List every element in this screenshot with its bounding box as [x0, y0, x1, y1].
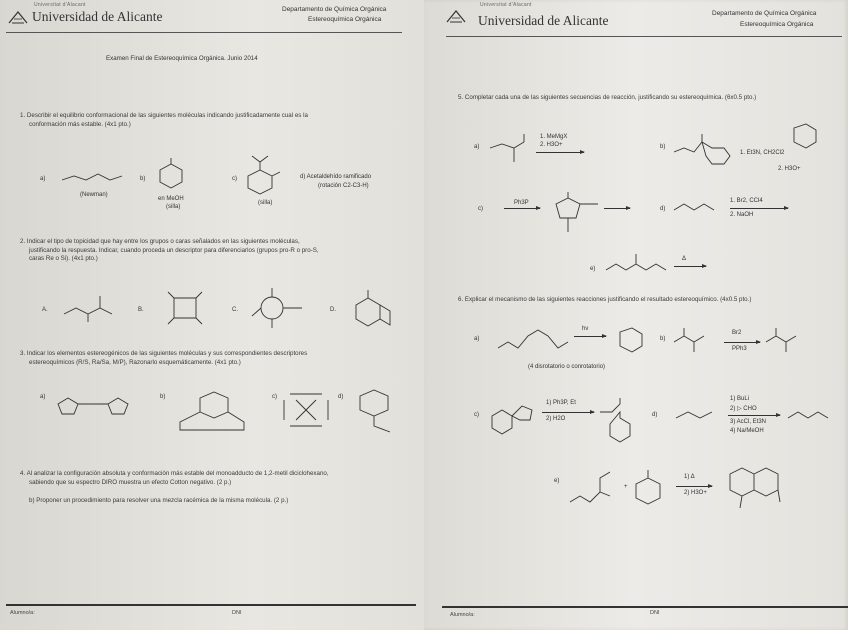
- course-name: Estereoquímica Orgánica: [308, 16, 382, 23]
- q5-arrow-d: [730, 208, 788, 209]
- q5-reagent-d2: 2. NaOH: [730, 212, 754, 218]
- left-footer-name-label: Alumno/a:: [10, 610, 35, 616]
- exam-title: Examen Final de Estereoquímica Orgánica. Junio 2014: [106, 55, 258, 62]
- q5-substrate-a: [486, 132, 536, 170]
- q6-substrate-c: [486, 396, 538, 438]
- question-2: [20, 238, 408, 264]
- q5-substrate-d: [672, 198, 722, 218]
- q6-product-a: [612, 326, 652, 356]
- q6-product-b: [764, 326, 804, 356]
- q6-label-e: e): [554, 478, 560, 484]
- q6-arrow-e: [676, 486, 712, 487]
- q5-substrate-b: [672, 130, 732, 170]
- question-6: [458, 296, 848, 305]
- q5-label-d: d): [660, 206, 666, 212]
- question-5: [458, 94, 848, 103]
- department-name: Departamento de Química Orgánica: [282, 6, 387, 13]
- q6-reagent-d3: 3) AcCl, Et3N: [730, 419, 767, 425]
- q5-label-b: b): [660, 144, 666, 150]
- question-3-text-line1: Indicar los elementos estereogénicos de las siguientes moléculas y sus correspondientes descriptores: [26, 350, 308, 357]
- q5-label-e: e): [590, 266, 596, 272]
- q5-reagent-a2: 2. H3O+: [540, 142, 563, 148]
- university-small-text: Universitat d'Alacant: [34, 2, 86, 8]
- question-1: [20, 112, 400, 129]
- q5-substrate-e: [604, 250, 674, 280]
- q6-reagent-c1: 1) Ph3P, Et: [546, 400, 576, 406]
- q6-label-b: b): [660, 336, 666, 342]
- q2-molecule-d: [344, 286, 394, 334]
- q2-molecule-b: [158, 288, 214, 328]
- question-2-number: 2.: [20, 238, 26, 245]
- university-logo-icon: [446, 8, 466, 24]
- q2-molecule-c: [246, 284, 320, 332]
- q5-arrow-e: [674, 266, 706, 267]
- q6-reagent-d1: 1) BuLi: [730, 396, 750, 402]
- q5-reagent-d1: 1. Br2, CCl4: [730, 198, 763, 204]
- q2-label-a: A.: [42, 307, 48, 313]
- q6-product-d: [784, 404, 834, 426]
- q6-substrate-a: [494, 326, 574, 356]
- q5-arrow-a: [536, 152, 584, 153]
- q6-arrow-a: [574, 336, 606, 337]
- question-3-text-line2: estereoquímicos (R/S, Ra/Sa, M/P), Razonarlo esquemáticamente. (4x1 pto.): [29, 358, 241, 366]
- q1-caption-c: (silla): [258, 200, 273, 206]
- q6-reagent-e1: 1) Δ: [684, 474, 695, 480]
- question-4-text-line3: b) Proponer un procedimiento para resolver una mezcla racémica de la misma molécula. (2 p.): [29, 496, 289, 504]
- q1-molecule-c: [244, 152, 284, 196]
- q6-reagent-e-cyclohexenone: [632, 466, 668, 510]
- header-rule: [6, 32, 402, 33]
- q6-substrate-d: [668, 404, 724, 426]
- q2-label-c: C.: [232, 307, 238, 313]
- q1-label-a: a): [40, 176, 46, 182]
- q2-label-b: B.: [138, 307, 144, 313]
- question-4: [20, 470, 410, 505]
- left-footer-rule: [6, 604, 416, 606]
- q5-substrate-c: [542, 190, 606, 236]
- q5-reagent-a1: 1. MeMgX: [540, 134, 568, 140]
- question-3-number: 3.: [20, 350, 26, 357]
- department-name: Departamento de Química Orgánica: [712, 10, 817, 17]
- q5-reagent-e1: Δ: [682, 256, 687, 262]
- q6-arrow-d: [728, 415, 780, 416]
- q1-label-b: b): [140, 176, 146, 182]
- question-6-text: Explicar el mecanismo de las siguientes reacciones justificando el resultado estereoquímico. (4x0.5 pto.): [464, 296, 752, 303]
- right-exam-page: [424, 0, 848, 630]
- university-name: Universidad de Alicante: [478, 13, 609, 28]
- q6-note-a: (4 disrotatorio o conrotatorio): [528, 364, 606, 370]
- left-header: [0, 0, 424, 34]
- q3-label-a: a): [40, 394, 46, 400]
- question-1-text-line1: Describir el equilibrio conformacional de las siguientes moléculas indicando justificadamente cual es la: [26, 112, 308, 119]
- q6-label-a: a): [474, 336, 480, 342]
- question-5-text: Completar cada una de las siguientes secuencias de reacción, justificando su estereoquímica. (6x0.5 pto.): [464, 94, 757, 101]
- question-2-text-line2: justificando la respuesta. Indicar, cuando proceda un descriptor para diferenciarlos (grupos pro-R o pro-S,: [29, 246, 319, 254]
- q1-label-d: d) Acetaldehído ramificado: [300, 174, 372, 180]
- university-logo-icon: [8, 9, 28, 25]
- q5-reagent-c1: Ph3P: [514, 200, 529, 206]
- question-2-text-line1: Indicar el tipo de topicidad que hay entre los grupos o caras señalados en las siguientes moléculas,: [26, 238, 300, 245]
- question-2-text-line3: caras Re o Si). (4x1 pto.): [29, 255, 98, 262]
- q6-reagent-b1: Br2: [732, 330, 742, 336]
- course-name: Estereoquímica Orgánica: [740, 21, 814, 28]
- q1-label-c: c): [232, 176, 237, 182]
- q2-molecule-a: [62, 290, 122, 324]
- q6-arrow-b: [724, 342, 760, 343]
- q5-label-a: a): [474, 144, 480, 150]
- q1-caption-d: (rotación C2-C3-H): [318, 183, 369, 189]
- question-4-text-line1: Al analizar la configuración absoluta y conformación más estable del monoadducto de 1,2-metil diciclohexano,: [26, 470, 329, 477]
- q6-product-c: [598, 396, 648, 438]
- q6-reagent-d2: 2) ▷ CHO: [730, 406, 757, 412]
- q1-caption-b1: en MeOH: [158, 196, 184, 202]
- right-header: [424, 0, 848, 34]
- q5-reagent-b1: 1. Et3N, CH2Cl2: [740, 150, 785, 156]
- question-4-text-line2: sabiendo que su espectro DIRO muestra un efecto Cotton negativo. (2 p.): [29, 478, 232, 486]
- q3-label-b: b): [160, 394, 166, 400]
- university-small-text: Universitat d'Alacant: [480, 2, 532, 8]
- q5-arrow-c: [504, 208, 540, 209]
- q6-reagent-d4: 4) Na/MeOH: [730, 428, 764, 434]
- q6-substrate-e: [566, 466, 622, 510]
- q3-label-c: c): [272, 394, 277, 400]
- q2-label-d: D.: [330, 307, 336, 313]
- university-name: Universidad de Alicante: [32, 9, 163, 24]
- q1-caption-b2: (silla): [166, 204, 181, 210]
- q6-label-c: c): [474, 412, 479, 418]
- question-1-text-line2: conformación más estable. (4x1 pto.): [29, 120, 131, 128]
- q6-reagent-c2: 2) H2O: [546, 416, 566, 422]
- q6-reagent-e2: 2) H3O+: [684, 490, 707, 496]
- q5-label-c: c): [478, 206, 483, 212]
- question-4-number: 4.: [20, 470, 26, 477]
- q6-label-d: d): [652, 412, 658, 418]
- q3-molecule-d: [346, 386, 400, 438]
- q6-reagent-a1: hν: [582, 326, 589, 332]
- question-5-number: 5.: [458, 94, 464, 101]
- q6-plus: +: [624, 484, 628, 490]
- q6-product-e: [720, 460, 784, 522]
- q5-reagent-b-amine: [784, 122, 824, 156]
- left-footer-dni-label: DNI: [232, 610, 242, 616]
- q1-caption-a: (Newman): [80, 192, 108, 198]
- q1-molecule-b: [156, 156, 186, 194]
- header-rule: [446, 36, 842, 37]
- q3-molecule-c: [280, 388, 332, 432]
- q3-molecule-b: [170, 388, 256, 438]
- q6-substrate-b: [672, 326, 712, 356]
- q1-molecule-a: [60, 166, 130, 190]
- right-footer-dni-label: DNI: [650, 610, 660, 616]
- q3-label-d: d): [338, 394, 344, 400]
- question-1-number: 1.: [20, 112, 26, 119]
- right-footer-rule: [442, 606, 848, 608]
- q6-arrow-c: [542, 412, 594, 413]
- right-footer-name-label: Alumno/a:: [450, 612, 475, 618]
- question-3: [20, 350, 408, 367]
- q3-molecule-a: [50, 392, 140, 426]
- question-6-number: 6.: [458, 296, 464, 303]
- q5-reagent-b2: 2. H3O+: [778, 166, 801, 172]
- q6-reagent-b2: PPh3: [732, 346, 747, 352]
- q5-arrow-c2: [604, 208, 630, 209]
